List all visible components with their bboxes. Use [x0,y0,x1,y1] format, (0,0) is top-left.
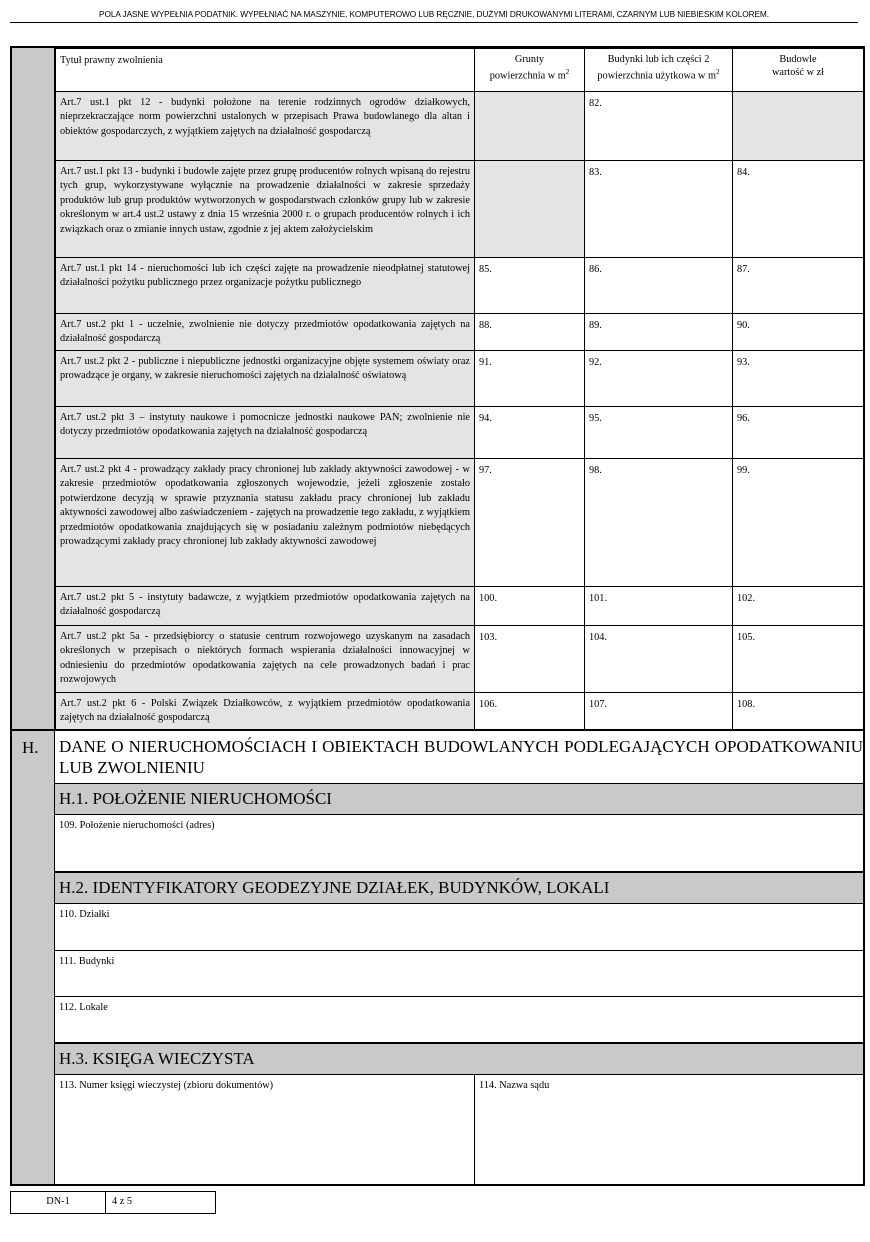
exemption-title-cell: Art.7 ust.1 pkt 12 - budynki położone na terenie rodzinnych ogrodów działkowych, nieprzekraczające norm powierzchni ustalonych w przepisach Prawa budowlanego dla altan i obiektów gospodarczych, z wyjątkiem zajętych na działalność gospodarczą [56,92,475,161]
header-budowle-label: Budowle [779,54,817,65]
section-h-divider [12,729,863,731]
header-budynki-label: Budynki lub ich części [607,54,702,65]
building-area-cell[interactable]: 107. [585,693,733,731]
building-area-cell[interactable]: 82. [585,92,733,161]
subsection-h2-header: H.2. IDENTYFIKATORY GEODEZYJNE DZIAŁEK, BUDYNKÓW, LOKALI [55,872,863,904]
footer-box [10,1191,216,1214]
header-grunty-unit: powierzchnia w m [489,70,566,82]
building-area-cell[interactable]: 83. [585,161,733,258]
structure-value-cell[interactable]: 99. [733,459,864,587]
building-area-cell[interactable]: 101. [585,587,733,626]
exemption-title-cell: Art.7 ust.2 pkt 4 - prowadzący zakłady pracy chronionej lub zakłady aktywności zawodowej - w zakresie przedmiotów opodatkowania zgłoszonych wojewodzie, jeżeli zgłoszenie zostało potwierdzone decyzją w sprawie przyznania statusu zakładu pracy chronionej lub zakładu aktywności zawodowej albo zaświadczeniem - zajętych na prowadzenie tego zakładu, z wyjątkiem przedmiotów opodatkowania znajdujących się w posiadaniu zależnym podmiotów niebędących prowadzącymi zakłady pracy chronionej lub zakłady aktywności zawodowej [56,459,475,587]
fill-instructions: POLA JASNE WYPEŁNIA PODATNIK. WYPEŁNIAĆ NA MASZYNIE, KOMPUTEROWO LUB RĘCZNIE, DUŻYMI DRUKOWANYMI LITERAMI, CZARNYM LUB NIEBIESKIM KOLOREM. [99,9,769,19]
grunty-area-cell[interactable]: 91. [475,351,585,407]
page-number: 4 z 5 [112,1196,133,1207]
building-area-cell[interactable]: 92. [585,351,733,407]
header-budynki-unit: powierzchnia użytkowa w m [597,70,717,82]
building-area-cell[interactable]: 86. [585,258,733,314]
grunty-area-cell[interactable]: 85. [475,258,585,314]
structure-value-cell[interactable]: 90. [733,314,864,351]
grunty-area-cell[interactable]: 106. [475,693,585,731]
subsection-h3-header: H.3. KSIĘGA WIECZYSTA [55,1043,863,1075]
table-row [56,314,864,351]
structure-value-cell[interactable]: 108. [733,693,864,731]
grunty-area-cell[interactable]: 94. [475,407,585,459]
table-row [56,587,864,626]
structure-value-cell[interactable]: 102. [733,587,864,626]
form-frame [10,46,865,1186]
structure-value-cell[interactable]: 96. [733,407,864,459]
table-row [56,351,864,407]
header-grunty [475,49,585,92]
table-row [56,258,864,314]
header-grunty-label: Grunty [514,54,545,65]
building-area-cell[interactable]: 104. [585,626,733,693]
field-110-plots[interactable]: 110. Działki [55,904,863,951]
subsection-h1-header: H.1. POŁOŻENIE NIERUCHOMOŚCI [55,783,863,815]
building-area-cell[interactable]: 89. [585,314,733,351]
exemption-title-cell: Art.7 ust.2 pkt 1 - uczelnie, zwolnienie nie dotyczy przedmiotów opodatkowania zajętych na działalność gospodarczą [56,314,475,351]
header-budowle [733,49,864,92]
exemption-title-cell: Art.7 ust.2 pkt 5a - przedsiębiorcy o statusie centrum rozwojowego uzyskanym na zasadach określonych w przepisach o niektórych formach wspierania działalności innowacyjnej w odniesieniu do przedmiotów opodatkowania zajętych na cele prowadzonych badań i prac rozwojowych [56,626,475,693]
top-divider [10,22,858,23]
structure-value-cell[interactable]: 105. [733,626,864,693]
header-budynki-sup: 2 [716,68,720,76]
structure-value-cell [733,92,864,161]
exemption-title-cell: Art.7 ust.2 pkt 6 - Polski Związek Działkowców, z wyjątkiem przedmiotów opodatkowania zajętych na działalność gospodarczą [56,693,475,731]
field-114-court-name[interactable]: 114. Nazwa sądu [475,1075,863,1184]
form-code: DN-1 [11,1192,106,1213]
structure-value-cell[interactable]: 84. [733,161,864,258]
field-109-property-address[interactable]: 109. Położenie nieruchomości (adres) [55,815,863,872]
section-h-title: DANE O NIERUCHOMOŚCIACH I OBIEKTACH BUDOWLANYCH PODLEGAJĄCYCH OPODATKOWANIU LUB ZWOLNIENIU [59,737,863,777]
header-legal-title: Tytuł prawny zwolnienia [56,49,475,92]
building-area-cell[interactable]: 98. [585,459,733,587]
header-budynki [585,49,733,92]
header-budowle-unit: wartość w zł [771,67,825,78]
grunty-area-cell[interactable]: 100. [475,587,585,626]
header-grunty-sup: 2 [565,68,570,76]
field-113-land-register-number[interactable]: 113. Numer księgi wieczystej (zbioru dokumentów) [55,1075,475,1184]
grunty-area-cell[interactable]: 88. [475,314,585,351]
header-budynki-footnote: 2 [704,54,710,65]
table-row [56,92,864,161]
section-gutter [12,48,55,1184]
table-row [56,459,864,587]
section-h-letter: H. [22,738,39,757]
exemption-title-cell: Art.7 ust.1 pkt 13 - budynki i budowle zajęte przez grupę producentów rolnych wpisaną do rejestru tych grup, wykorzystywane wyłącznie na prowadzenie działalności w zakresie sprzedaży produktów lub grup produktów wytworzonych w gospodarstwach członków grupy lub w zakresie określonym w art.4 ust.2 ustawy z dnia 15 września 2000 r. o grupach producentów rolnych i ich związkach oraz o zmianie innych ustaw, zgodnie z jej aktem założycielskim [56,161,475,258]
exemption-title-cell: Art.7 ust.1 pkt 14 - nieruchomości lub ich części zajęte na prowadzenie nieodpłatnej statutowej działalności pożytku publicznego przez organizacje pożytku publicznego [56,258,475,314]
exemption-title-cell: Art.7 ust.2 pkt 5 - instytuty badawcze, z wyjątkiem przedmiotów opodatkowania zajętych na działalność gospodarczą [56,587,475,626]
exemption-title-cell: Art.7 ust.2 pkt 2 - publiczne i niepubliczne jednostki organizacyjne objęte systemem oświaty oraz prowadzące je organy, w zakresie nieruchomości zajętych na działalność oświatową [56,351,475,407]
grunty-area-cell[interactable]: 97. [475,459,585,587]
field-112-premises[interactable]: 112. Lokale [55,997,863,1043]
table-row [56,626,864,693]
table-row [56,693,864,731]
grunty-area-cell [475,161,585,258]
tax-exemption-table [55,48,864,731]
structure-value-cell[interactable]: 87. [733,258,864,314]
grunty-area-cell [475,92,585,161]
structure-value-cell[interactable]: 93. [733,351,864,407]
table-row [56,407,864,459]
table-header-row [56,49,864,92]
grunty-area-cell[interactable]: 103. [475,626,585,693]
building-area-cell[interactable]: 95. [585,407,733,459]
field-111-buildings[interactable]: 111. Budynki [55,951,863,997]
table-row [56,161,864,258]
exemption-title-cell: Art.7 ust.2 pkt 3 – instytuty naukowe i pomocnicze jednostki naukowe PAN; zwolnienie nie dotyczy przedmiotów opodatkowania zajętych na działalność gospodarczą [56,407,475,459]
